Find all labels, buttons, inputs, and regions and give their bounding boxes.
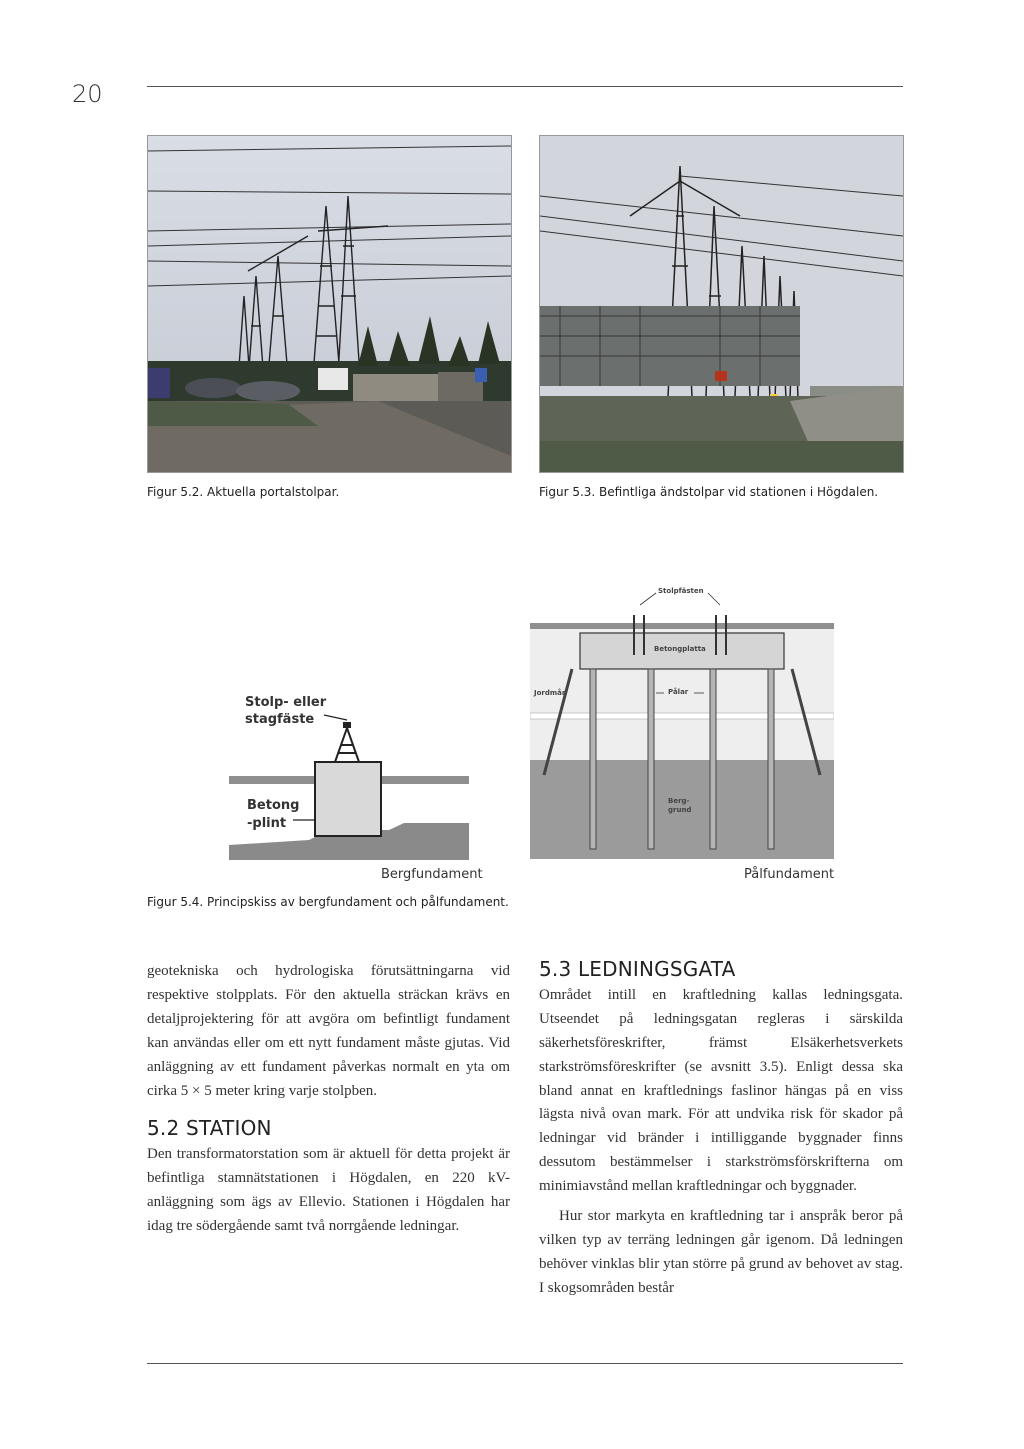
top-rule bbox=[147, 86, 903, 87]
left-paragraph-1: geotekniska och hydrologiska förutsättningarna vid respektive stolpplats. För den aktuella sträckan krävs en detaljprojektering för att avgöra om befintligt fundament kan användas eller om ett nytt fundament måste gjutas. Vid anläggning av ett fundament påverkas normalt en yta om cirka 5 × 5 meter kring varje stolpben. bbox=[147, 963, 510, 1099]
bergfundament-title: Bergfundament bbox=[381, 867, 483, 882]
label-stagfaste: stagfäste bbox=[245, 712, 315, 727]
figure-5-2-photo bbox=[147, 135, 512, 473]
label-stolp-eller: Stolp- eller bbox=[245, 695, 327, 710]
right-column bbox=[539, 958, 903, 1301]
label-plint: -plint bbox=[247, 816, 287, 831]
label-stolpfasten: Stolpfästen bbox=[658, 587, 704, 595]
figure-5-3-caption: Figur 5.3. Befintliga ändstolpar vid stationen i Högdalen. bbox=[539, 485, 879, 499]
label-berg: Berg- bbox=[668, 797, 690, 805]
heading-5-2: 5.2 STATION bbox=[147, 1116, 272, 1141]
bergfundament-diagram bbox=[229, 690, 469, 860]
right-paragraph-1: Området intill en kraftledning kallas ledningsgata. Utseendet på ledningsgatan regleras i särskilda säkerhetsföreskrifter, främst Elsäkerhetsverkets starkströmsföreskrifter (se avsnitt 3.5). Enligt dessa ska bland annat en kraftlednings faslinor hängas på en viss lägsta nivå ovan mark. För att undvika risk för skador på ledningar vid bränder i intilliggande byggnader finns dessutom bestämmelser i starkströmsförskrifterna om minimiavstånd mellan kraftledningar och byggnader. bbox=[539, 986, 903, 1195]
label-jordman: Jordmån bbox=[534, 689, 567, 697]
label-betong: Betong bbox=[247, 798, 300, 813]
label-palar: Pålar bbox=[668, 688, 689, 696]
right-paragraph-2: Hur stor markyta en kraftledning tar i anspråk beror på vilken typ av terräng ledningen går igenom. Då ledningen behöver vinklas blir ytan större på grund av behovet av stag. I skogsområden består bbox=[539, 1208, 903, 1296]
figure-5-3-photo bbox=[539, 135, 904, 473]
palfundament-title: Pålfundament bbox=[744, 867, 835, 882]
left-column bbox=[147, 960, 510, 1239]
palfundament-diagram bbox=[530, 585, 834, 859]
left-paragraph-2: Den transformatorstation som är aktuell för detta projekt är befintliga stamnätstationen i Högdalen, en 220 kV-anläggning som ägs av Ellevio. Stationen i Högdalen har idag tre södergående samt två norrgående ledningar. bbox=[147, 1146, 510, 1235]
page-number: 20 bbox=[72, 80, 103, 108]
bottom-rule bbox=[147, 1363, 903, 1364]
label-grund: grund bbox=[668, 806, 692, 814]
label-betongplatta: Betongplatta bbox=[654, 645, 706, 653]
heading-5-3: 5.3 LEDNINGSGATA bbox=[539, 957, 736, 981]
figure-5-2-caption: Figur 5.2. Aktuella portalstolpar. bbox=[147, 485, 340, 499]
figure-5-4-caption: Figur 5.4. Principskiss av bergfundament och pålfundament. bbox=[147, 895, 509, 909]
